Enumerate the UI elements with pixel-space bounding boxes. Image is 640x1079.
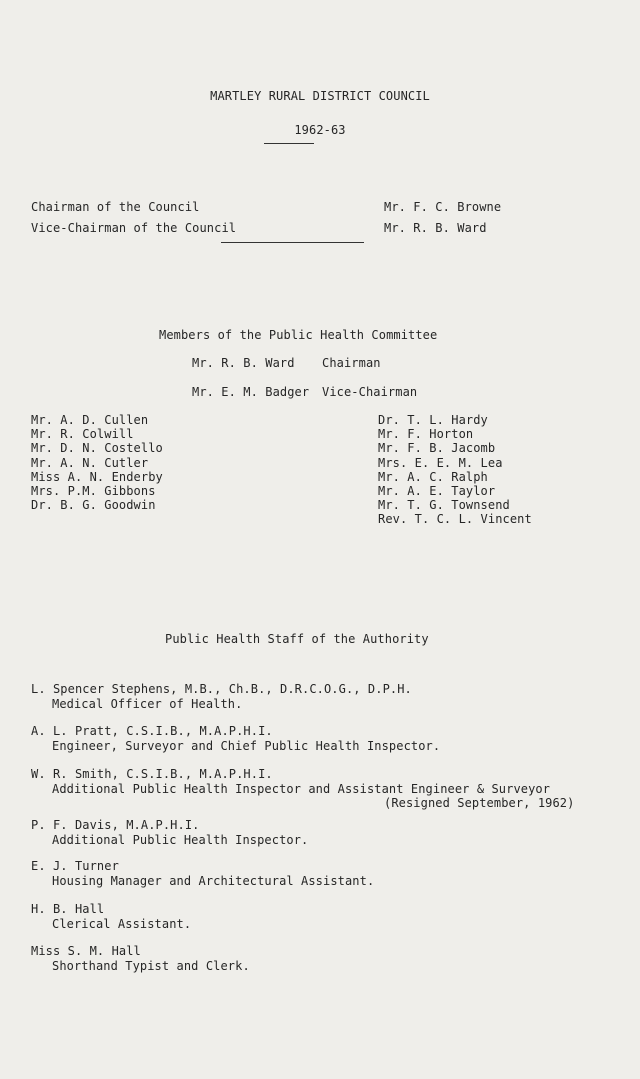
list-item: Dr. B. G. Goodwin	[31, 498, 156, 513]
staff-title: Engineer, Surveyor and Chief Public Health Inspector.	[52, 739, 441, 753]
staff-name: A. L. Pratt, C.S.I.B., M.A.P.H.I.	[31, 724, 273, 738]
staff-entry	[31, 682, 412, 712]
list-item: Mr. R. Colwill	[31, 427, 134, 442]
staff-name: W. R. Smith, C.S.I.B., M.A.P.H.I.	[31, 767, 273, 781]
staff-entry	[31, 767, 550, 797]
list-item: Mr. F. Horton	[378, 427, 474, 442]
committee-heading: Members of the Public Health Committee	[159, 328, 438, 342]
committee-chair-role: Chairman	[322, 356, 381, 370]
officers-divider	[221, 242, 364, 243]
staff-title: Clerical Assistant.	[52, 917, 192, 931]
chairman-role: Chairman of the Council	[31, 200, 200, 214]
staff-name: E. J. Turner	[31, 859, 119, 873]
list-item: Mr. A. C. Ralph	[378, 469, 488, 484]
list-item: Rev. T. C. L. Vincent	[378, 512, 532, 527]
staff-note: (Resigned September, 1962)	[384, 796, 575, 810]
list-item: Mr. A. N. Cutler	[31, 455, 149, 470]
staff-title: Housing Manager and Architectural Assistant.	[52, 874, 375, 888]
committee-members-left	[31, 413, 163, 512]
staff-title: Additional Public Health Inspector.	[52, 833, 309, 847]
list-item: Dr. T. L. Hardy	[378, 413, 488, 427]
staff-name: L. Spencer Stephens, M.B., Ch.B., D.R.C.O.G., D.P.H.	[31, 682, 412, 696]
staff-name: Miss S. M. Hall	[31, 944, 141, 958]
staff-entry	[31, 818, 308, 848]
committee-members-right	[378, 413, 532, 527]
staff-entry	[31, 724, 440, 754]
staff-name: P. F. Davis, M.A.P.H.I.	[31, 818, 200, 832]
chairman-name: Mr. F. C. Browne	[384, 200, 502, 214]
list-item: Mr. D. N. Costello	[31, 441, 163, 456]
vice-chairman-role: Vice-Chairman of the Council	[31, 221, 237, 235]
staff-heading: Public Health Staff of the Authority	[165, 632, 429, 646]
list-item: Mr. A. E. Taylor	[378, 484, 496, 499]
staff-name: H. B. Hall	[31, 902, 105, 916]
staff-entry	[31, 944, 250, 974]
vice-chairman-name: Mr. R. B. Ward	[384, 221, 487, 235]
staff-title: Medical Officer of Health.	[52, 697, 243, 711]
committee-vice-chair-role: Vice-Chairman	[322, 385, 418, 399]
list-item: Mr. A. D. Cullen	[31, 413, 149, 427]
list-item: Mr. T. G. Townsend	[378, 498, 510, 513]
list-item: Mrs. P.M. Gibbons	[31, 484, 156, 499]
committee-vice-chair-name: Mr. E. M. Badger	[192, 385, 310, 399]
list-item: Mrs. E. E. M. Lea	[378, 455, 503, 470]
list-item: Miss A. N. Enderby	[31, 469, 163, 484]
list-item: Mr. F. B. Jacomb	[378, 441, 496, 456]
committee-chair-name: Mr. R. B. Ward	[192, 356, 295, 370]
report-year: 1962-63	[294, 123, 346, 137]
year-underline	[264, 143, 314, 144]
staff-title: Additional Public Health Inspector and Assistant Engineer & Surveyor	[52, 782, 551, 796]
council-title: MARTLEY RURAL DISTRICT COUNCIL	[210, 89, 430, 103]
staff-entry	[31, 902, 191, 932]
staff-title: Shorthand Typist and Clerk.	[52, 959, 250, 973]
staff-entry	[31, 859, 374, 889]
